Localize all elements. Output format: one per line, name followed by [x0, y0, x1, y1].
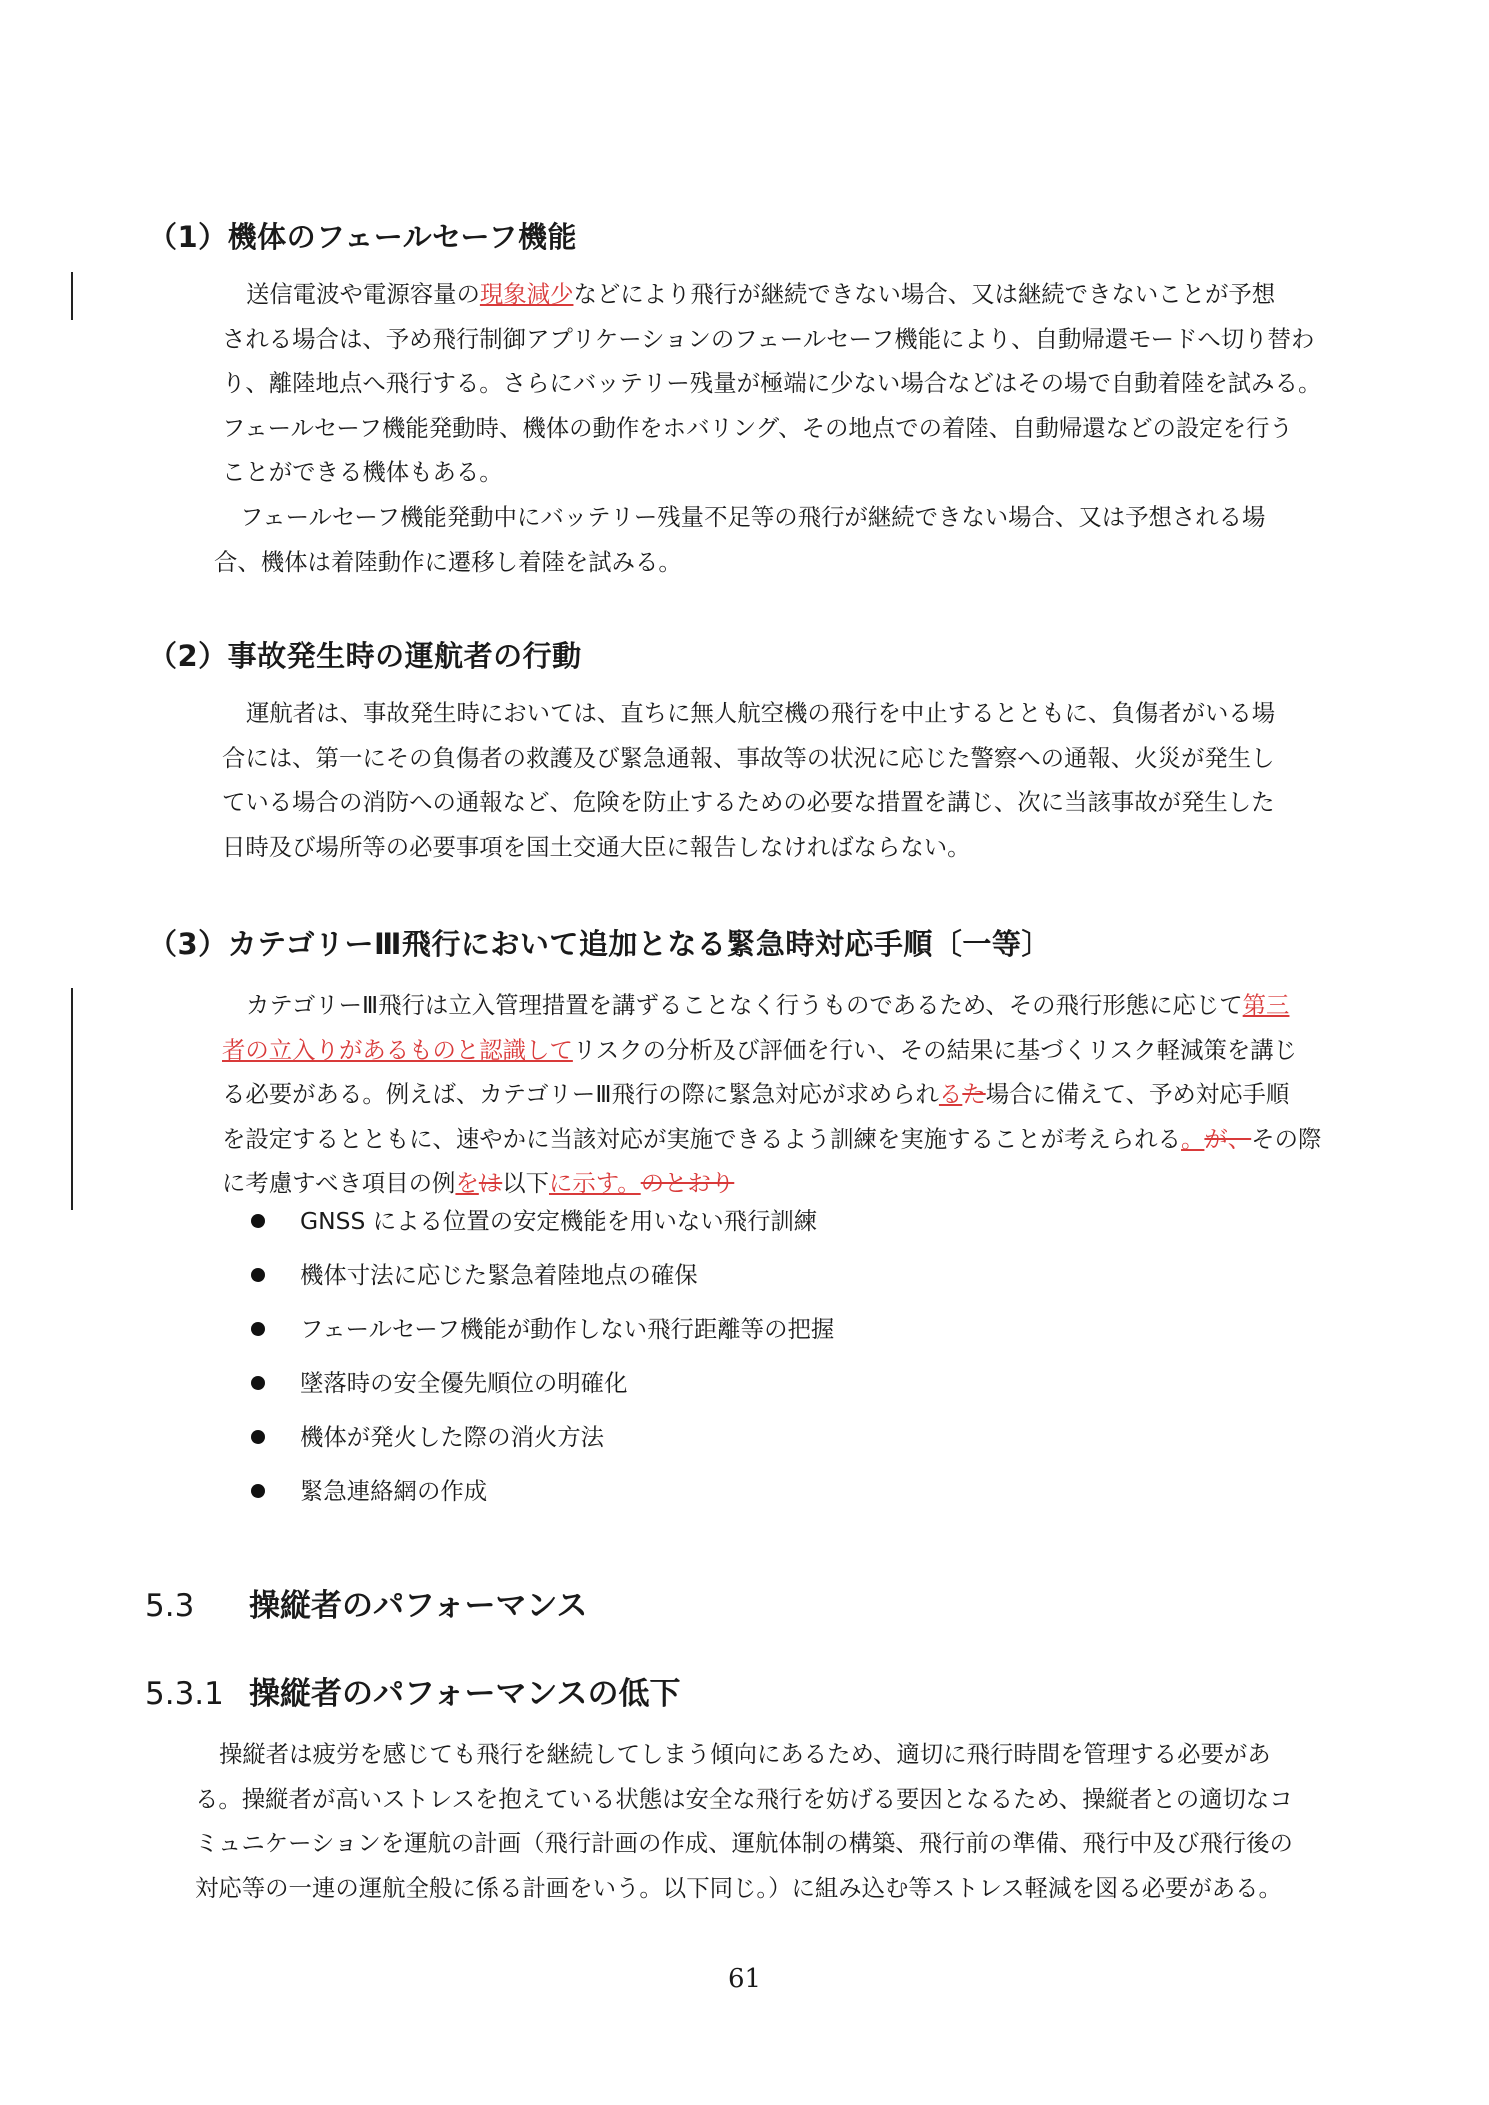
inserted-text: 。 — [1181, 1124, 1205, 1153]
bullet-icon — [251, 1484, 265, 1498]
section-2-paragraph: 運航者は、事故発生時においては、直ちに無人航空機の飛行を中止するとともに、負傷者がいる場 合には、第一にその負傷者の救護及び緊急通報、事故等の状況に応じた警察への通報、火災が発生し ている場合の消防への通報など、危険を防止するための必要な措置を講じ、次に当該事故が発生した 日時及び場所等の必要事項を国土交通大臣に報告しなければならない。 — [222, 699, 1276, 861]
section-heading-2: （2）事故発生時の運航者の行動 — [148, 639, 582, 673]
list-item: 墜落時の安全優先順位の明確化 — [0, 1368, 1200, 1408]
section-heading-3: （3）カテゴリーⅢ飛行において追加となる緊急時対応手順〔一等〕 — [148, 927, 1051, 961]
section-heading-5-3-1 — [145, 1668, 681, 1713]
section-heading-5-3 — [145, 1580, 588, 1625]
section-3-paragraph: カテゴリーⅢ飛行は立入管理措置を講ずることなく行うものであるため、その飛行形態に応じて第三 者の立入りがあるものと認識してリスクの分析及び評価を行い、その結果に基づくリスク軽減策を講じ る必要がある。例えば、カテゴリーⅢ飛行の際に緊急対応が求められるた場合に備えて、予め対応手順 を設定するとともに、速やかに当該対応が実施できるよう訓練を実施することが考えられる。が、その際 に考慮すべき項目の例をは以下に示す。のとおり — [222, 991, 1322, 1197]
list-item: 機体寸法に応じた緊急着陸地点の確保 — [0, 1260, 1200, 1300]
list-item: GNSS による位置の安定機能を用いない飛行訓練 — [0, 1206, 1200, 1246]
page-number: 61 — [727, 1964, 762, 1994]
bullet-icon — [251, 1376, 265, 1390]
change-bar — [71, 272, 73, 320]
deleted-text: のとおり — [640, 1169, 735, 1197]
section-number: 5.3.1 — [145, 1676, 224, 1712]
section-number: 5.3 — [145, 1588, 195, 1624]
section-heading-1: （1）機体のフェールセーフ機能 — [148, 220, 578, 254]
bullet-icon — [251, 1322, 265, 1336]
bullet-icon — [251, 1214, 265, 1228]
section-5-3-1-paragraph: 操縦者は疲労を感じても飛行を継続してしまう傾向にあるため、適切に飛行時間を管理する必要があ る。操縦者が高いストレスを抱えている状態は安全な飛行を妨げる要因となるため、操縦者との適切なコ ミュニケーションを運航の計画（飛行計画の作成、運航体制の構築、飛行前の準備、飛行中及び飛行後の 対応等の一連の運航全般に係る計画をいう。以下同じ。）に組み込む等ストレス軽減を図る必要がある。 — [195, 1740, 1293, 1902]
inserted-text: る — [938, 1080, 963, 1108]
inserted-text: に示す。 — [549, 1169, 641, 1197]
change-bar — [71, 988, 73, 1210]
list-item: 緊急連絡網の作成 — [0, 1476, 1200, 1516]
inserted-text: を — [455, 1169, 479, 1197]
list-item: フェールセーフ機能が動作しない飛行距離等の把握 — [0, 1314, 1200, 1354]
section-title: 操縦者のパフォーマンス — [249, 1588, 588, 1624]
section-1-paragraph-1: 送信電波や電源容量の現象減少などにより飛行が継続できない場合、又は継続できないことが予想 される場合は、予め飛行制御アプリケーションのフェールセーフ機能により、自動帰還モードへ切り替わ り、離陸地点へ飛行する。さらにバッテリー残量が極端に少ない場合などはその場で自動着陸を試みる。 フェールセーフ機能発動時、機体の動作をホバリング、その地点での着陸、自動帰還などの設定を行う ことができる機体もある。 — [222, 280, 1322, 486]
section-title: 操縦者のパフォーマンスの低下 — [249, 1676, 681, 1712]
list-item: 機体が発火した際の消火方法 — [0, 1422, 1200, 1462]
bullet-icon — [251, 1268, 265, 1282]
inserted-text: 者の立入りがあるものと認識して — [222, 1035, 573, 1064]
bullet-icon — [251, 1430, 265, 1444]
section-1-paragraph-2: フェールセーフ機能発動中にバッテリー残量不足等の飛行が継続できない場合、又は予想される場 合、機体は着陸動作に遷移し着陸を試みる。 — [214, 503, 1266, 576]
deleted-text: は — [478, 1169, 503, 1197]
deleted-text: た — [962, 1080, 986, 1108]
inserted-text: 第三 — [1242, 991, 1290, 1019]
inserted-text: 現象減少 — [479, 280, 574, 308]
deleted-text: が、 — [1204, 1124, 1252, 1153]
